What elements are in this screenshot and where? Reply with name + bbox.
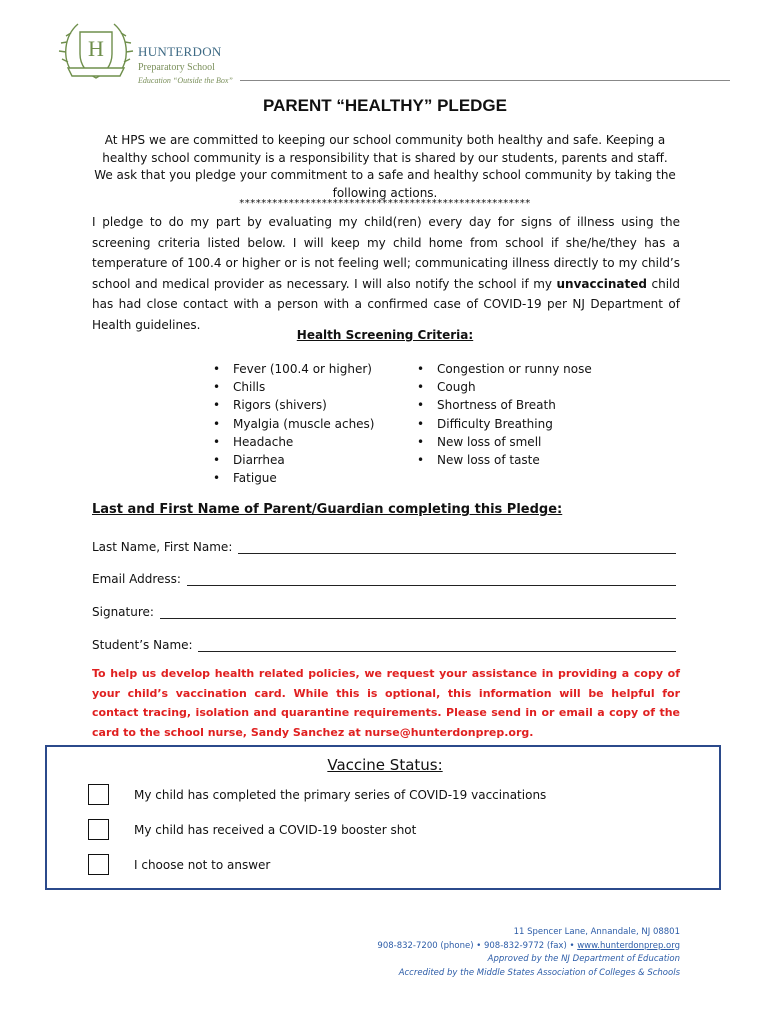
pledge-paragraph [92,212,680,335]
symptom-item: • Diarrhea [213,451,403,469]
signature-field[interactable] [92,603,676,619]
pledge-emphasis: unvaccinated [556,276,647,291]
signature-label: Signature: [92,605,158,619]
symptom-item: • New loss of smell [417,433,617,451]
signature-line[interactable] [160,606,676,619]
vaccination-notice: To help us develop health related policies, we request your assistance in providing a copy of your child’s vaccination card. While this is optional, this information will be helpful for contact tracing, isolation and quarantine requirements. Please send in or email a copy of the card to the school nurse, Sandy Sanchez at nurse@hunterdonprep.org. [92,667,680,739]
checkbox[interactable] [88,784,109,805]
checkbox[interactable] [88,819,109,840]
symptom-item: • Myalgia (muscle aches) [213,415,403,433]
footer-contact [320,926,680,980]
symptom-item: • Rigors (shivers) [213,396,403,414]
school-logo-header [50,12,690,92]
vaccine-option-label: My child has completed the primary series of COVID-19 vaccinations [134,787,547,802]
footer-accreditation: Accredited by the Middle States Association of Colleges & Schools [398,967,680,978]
guardian-heading: Last and First Name of Parent/Guardian completing this Pledge: [92,502,563,517]
school-subtitle: Preparatory School [138,62,215,73]
vaccine-option-no-answer[interactable] [88,854,270,875]
guardian-name-field[interactable] [92,538,676,554]
vaccine-option-label: My child has received a COVID-19 booster shot [134,822,417,837]
star-separator: ***************************************************** [239,198,531,209]
school-crest-icon [58,14,134,90]
symptom-item: • Shortness of Breath [417,396,617,414]
symptom-item: • Fatigue [213,469,403,487]
symptom-list-left [213,360,403,487]
symptom-item: • Cough [417,378,617,396]
footer-approval: Approved by the NJ Department of Education [487,954,680,964]
header-divider [240,80,730,81]
vaccine-option-booster[interactable] [88,819,416,840]
student-name-line[interactable] [198,639,676,652]
footer-phone-text: 908-832-7200 (phone) • 908-832-9772 (fax) • [377,940,578,951]
symptom-item: • New loss of taste [417,451,617,469]
symptom-list-right [417,360,617,469]
vaccine-status-title: Vaccine Status: [327,756,443,774]
email-label: Email Address: [92,572,185,586]
symptom-item: • Chills [213,378,403,396]
guardian-name-line[interactable] [238,541,676,554]
school-name: HUNTERDON [138,44,222,59]
symptom-item: • Congestion or runny nose [417,360,617,378]
intro-paragraph: At HPS we are committed to keeping our school community both healthy and safe. Keeping a healthy school community is a responsibility that is shared by our students, parents and staff. We ask that you pledge your commitment to a safe and healthy school community by taking the following actions. [94,133,676,200]
footer-phones [320,940,680,954]
criteria-heading: Health Screening Criteria: [296,328,474,342]
website-link[interactable]: www.hunterdonprep.org [577,940,680,951]
page-title: PARENT “HEALTHY” PLEDGE [263,96,507,115]
checkbox[interactable] [88,854,109,875]
pledge-text-2: child has had close contact with a person with a confirmed case of COVID-19 per NJ Department of Health guidelines. [92,276,680,332]
email-field[interactable] [92,570,676,586]
svg-text:H: H [88,36,104,61]
symptom-item: • Difficulty Breathing [417,415,617,433]
symptom-item: • Headache [213,433,403,451]
vaccine-option-label: I choose not to answer [134,857,271,872]
vaccine-option-primary[interactable] [88,784,546,805]
student-name-field[interactable] [92,636,676,652]
guardian-name-label: Last Name, First Name: [92,540,237,554]
student-name-label: Student’s Name: [92,638,197,652]
footer-address: 11 Spencer Lane, Annandale, NJ 08801 [513,927,680,937]
pledge-text-1: I pledge to do my part by evaluating my child(ren) every day for signs of illness using the screening criteria listed below. I will keep my child home from school if she/he/they has a temperature of 100.4 or higher or is not feeling well; communicating illness directly to my child’s school and medical provider as necessary. I will also notify the school if my [92,215,680,291]
school-tagline: Education “Outside the Box” [138,76,233,85]
email-line[interactable] [187,573,676,586]
symptom-item: • Fever (100.4 or higher) [213,360,403,378]
